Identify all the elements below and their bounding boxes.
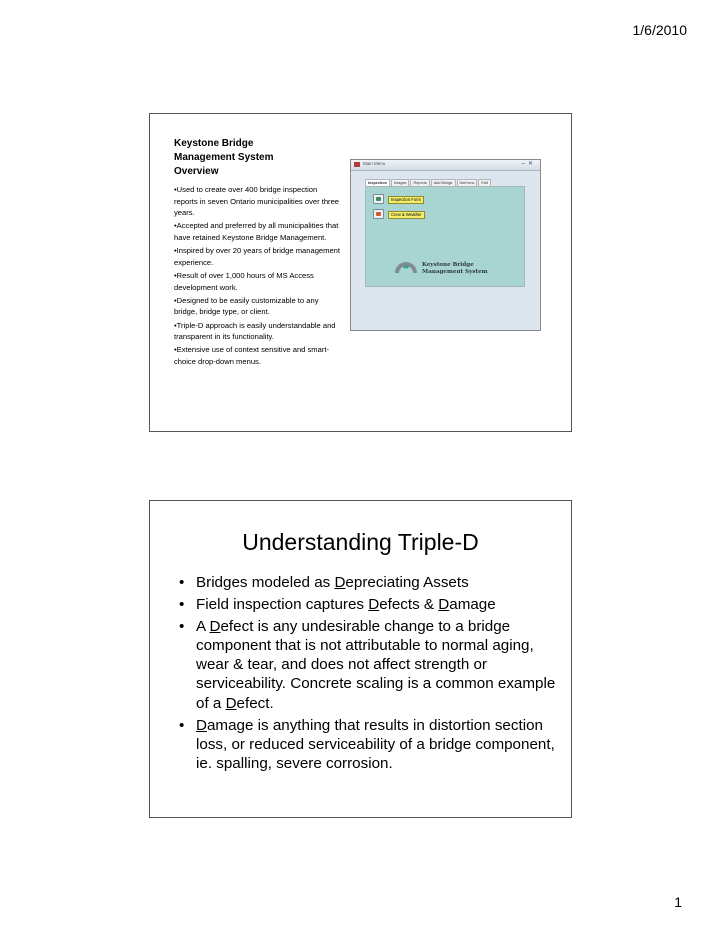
- list-item: • A Defect is any undesirable change to a bridge component that is not attributable to normal aging, wear & tear, and does not affect strength or serviceability. Concrete scaling is a common example of a Defect.: [176, 617, 561, 713]
- slide-triple-d: [149, 500, 572, 818]
- app-main-panel: [365, 186, 525, 287]
- slide-title: Keystone Bridge Management System Overview: [174, 138, 274, 177]
- bridge-arch-logo-icon: [394, 260, 418, 274]
- overview-bullet-list: [174, 184, 342, 369]
- page-number: 1: [674, 894, 682, 910]
- slide-title: Understanding Triple-D: [242, 529, 479, 555]
- list-item: • Field inspection captures Defects & Damage: [176, 595, 561, 614]
- tab-reports: Reports: [410, 179, 429, 186]
- access-app-icon: [354, 162, 360, 167]
- inspection-form-button: Inspection Form: [388, 196, 424, 204]
- tab-definitions: Defn'ons: [457, 179, 478, 186]
- list-item: •Triple-D approach is easily understandable and transparent in its functionality.: [174, 320, 336, 342]
- tab-images: Images: [391, 179, 409, 186]
- list-item: •Result of over 1,000 hours of MS Access development work.: [174, 270, 314, 292]
- tab-add-bridge: Add Bridge: [431, 179, 456, 186]
- triple-d-bullet-list: [176, 573, 561, 776]
- tab-inspection: Inspection: [365, 179, 390, 186]
- list-item: • Damage is anything that results in distortion section loss, or reduced serviceability of a bridge component, ie. spalling, severe corrosion.: [176, 716, 561, 774]
- crew-weather-button: Crew & Weather: [388, 211, 425, 219]
- app-titlebar: [351, 160, 540, 171]
- list-item: • Bridges modeled as Depreciating Assets: [176, 573, 561, 592]
- list-item: •Used to create over 400 bridge inspection reports in seven Ontario municipalities over three years.: [174, 185, 340, 218]
- list-item: •Designed to be easily customizable to any bridge, bridge type, or client.: [174, 295, 319, 317]
- app-logo-text: Keystone Bridge Management System: [422, 262, 488, 275]
- slide-overview: [149, 113, 572, 432]
- window-controls-icon: –✕: [521, 161, 536, 167]
- tab-edit: Edit: [478, 179, 491, 186]
- list-item: •Accepted and preferred by all municipalities that have retained Keystone Bridge Management.: [174, 221, 339, 242]
- header-date: 1/6/2010: [632, 22, 687, 38]
- app-tab-bar: [365, 179, 492, 186]
- app-window-title: Main Menu: [363, 161, 386, 166]
- app-screenshot: [350, 159, 541, 331]
- inspection-form-icon: [373, 194, 384, 204]
- crew-weather-icon: [373, 209, 384, 219]
- list-item: •Extensive use of context sensitive and smart-choice drop-down menus.: [174, 345, 330, 366]
- list-item: •Inspired by over 20 years of bridge management experience.: [174, 246, 341, 267]
